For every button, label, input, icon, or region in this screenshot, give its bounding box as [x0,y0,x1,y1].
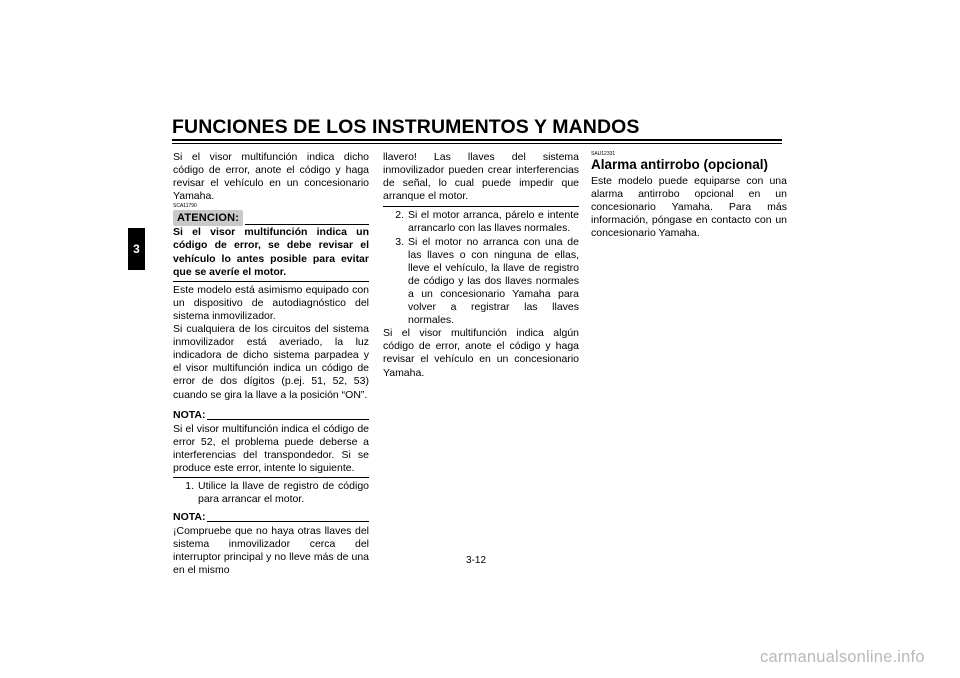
intro-paragraph: Si el visor multifunción indica dicho código de error, anote el código y haga revisar el vehículo en un concesionario Yamaha. [173,151,369,203]
step-text: Si el motor arranca, párelo e intente arrancarlo con las llaves normales. [408,209,579,235]
note-end-rule [173,477,369,478]
step-text: Utilice la llave de registro de código para arrancar el motor. [198,479,369,506]
title-rule [172,139,782,141]
note-text: Si el visor multifunción indica el código de error 52, el problema puede deberse a interferencias del transpondedor. Si se produce este error, intente lo siguiente. [173,422,369,474]
watermark: carmanualsonline.info [760,648,925,666]
step-text: Si el motor no arranca con una de las llaves o con ninguna de ellas, lleve el vehículo, la llave de registro de código y las dos llaves normales a un concesionario Yamaha para volver a registrar las llaves normales. [408,235,579,327]
note-header [173,409,369,421]
caution-header [173,210,369,226]
caution-rule [245,224,369,225]
chapter-number: 3 [133,242,140,256]
section-text: Este modelo puede equiparse con una alarma antirrobo opcional en un concesionario Yamaha. Para más información, póngase en contacto con un concesionario Yamaha. [591,175,787,240]
list-item [383,236,579,328]
paragraph-circuit-fault: Si cualquiera de los circuitos del sistema inmovilizador está averiado, la luz indicadora de dicho sistema parpadea y el visor multifunción indica un código de error de dos dígitos (p.ej. 51, 52, 53) cuando se gira la llave a la posición “ON”. [173,323,369,401]
note-label: NOTA: [173,511,206,524]
note-end-rule [383,206,579,207]
section-heading: Alarma antirrobo (opcional) [591,157,769,172]
step-number: 2. [395,209,404,222]
note-label: NOTA: [173,408,206,421]
column-2 [383,151,579,380]
column-3 [591,151,787,240]
page-number: 3-12 [466,555,487,566]
paragraph-self-diagnosis: Este modelo está asimismo equipado con un dispositivo de autodiagnóstico del sistema inmovilizador. [173,283,369,322]
page-title: FUNCIONES DE LOS INSTRUMENTOS Y MANDOS [172,116,640,138]
chapter-tab [128,228,145,270]
caution-end-rule [173,281,369,282]
note-rule [207,521,369,522]
step-number: 3. [395,235,404,248]
note-header [173,511,369,523]
note-rule [207,419,369,420]
note-text: ¡Compruebe que no haya otras llaves del sistema inmovilizador cerca del interruptor principal y no lleve más de una en el mismo [173,525,369,577]
list-item [173,480,369,506]
steps-list [173,480,369,506]
caution-text: Si el visor multifunción indica un código de error, se debe revisar el vehículo lo antes posible para evitar que se averíe el motor. [173,226,369,278]
note-continuation: llavero! Las llaves del sistema inmovilizador pueden crear interferencias de señal, lo cual puede impedir que arranque el motor. [383,151,579,203]
reference-code: SCA11790 [173,203,197,210]
list-item [383,209,579,235]
step-number: 1. [185,479,194,492]
title-rule-thin [172,143,782,144]
closing-paragraph: Si el visor multifunción indica algún código de error, anote el código y haga revisar el vehículo en un concesionario Yamaha. [383,327,579,379]
reference-code: SAU12331 [591,151,616,157]
caution-label: ATENCION: [173,210,243,226]
steps-list [383,209,579,327]
column-1 [173,151,369,578]
